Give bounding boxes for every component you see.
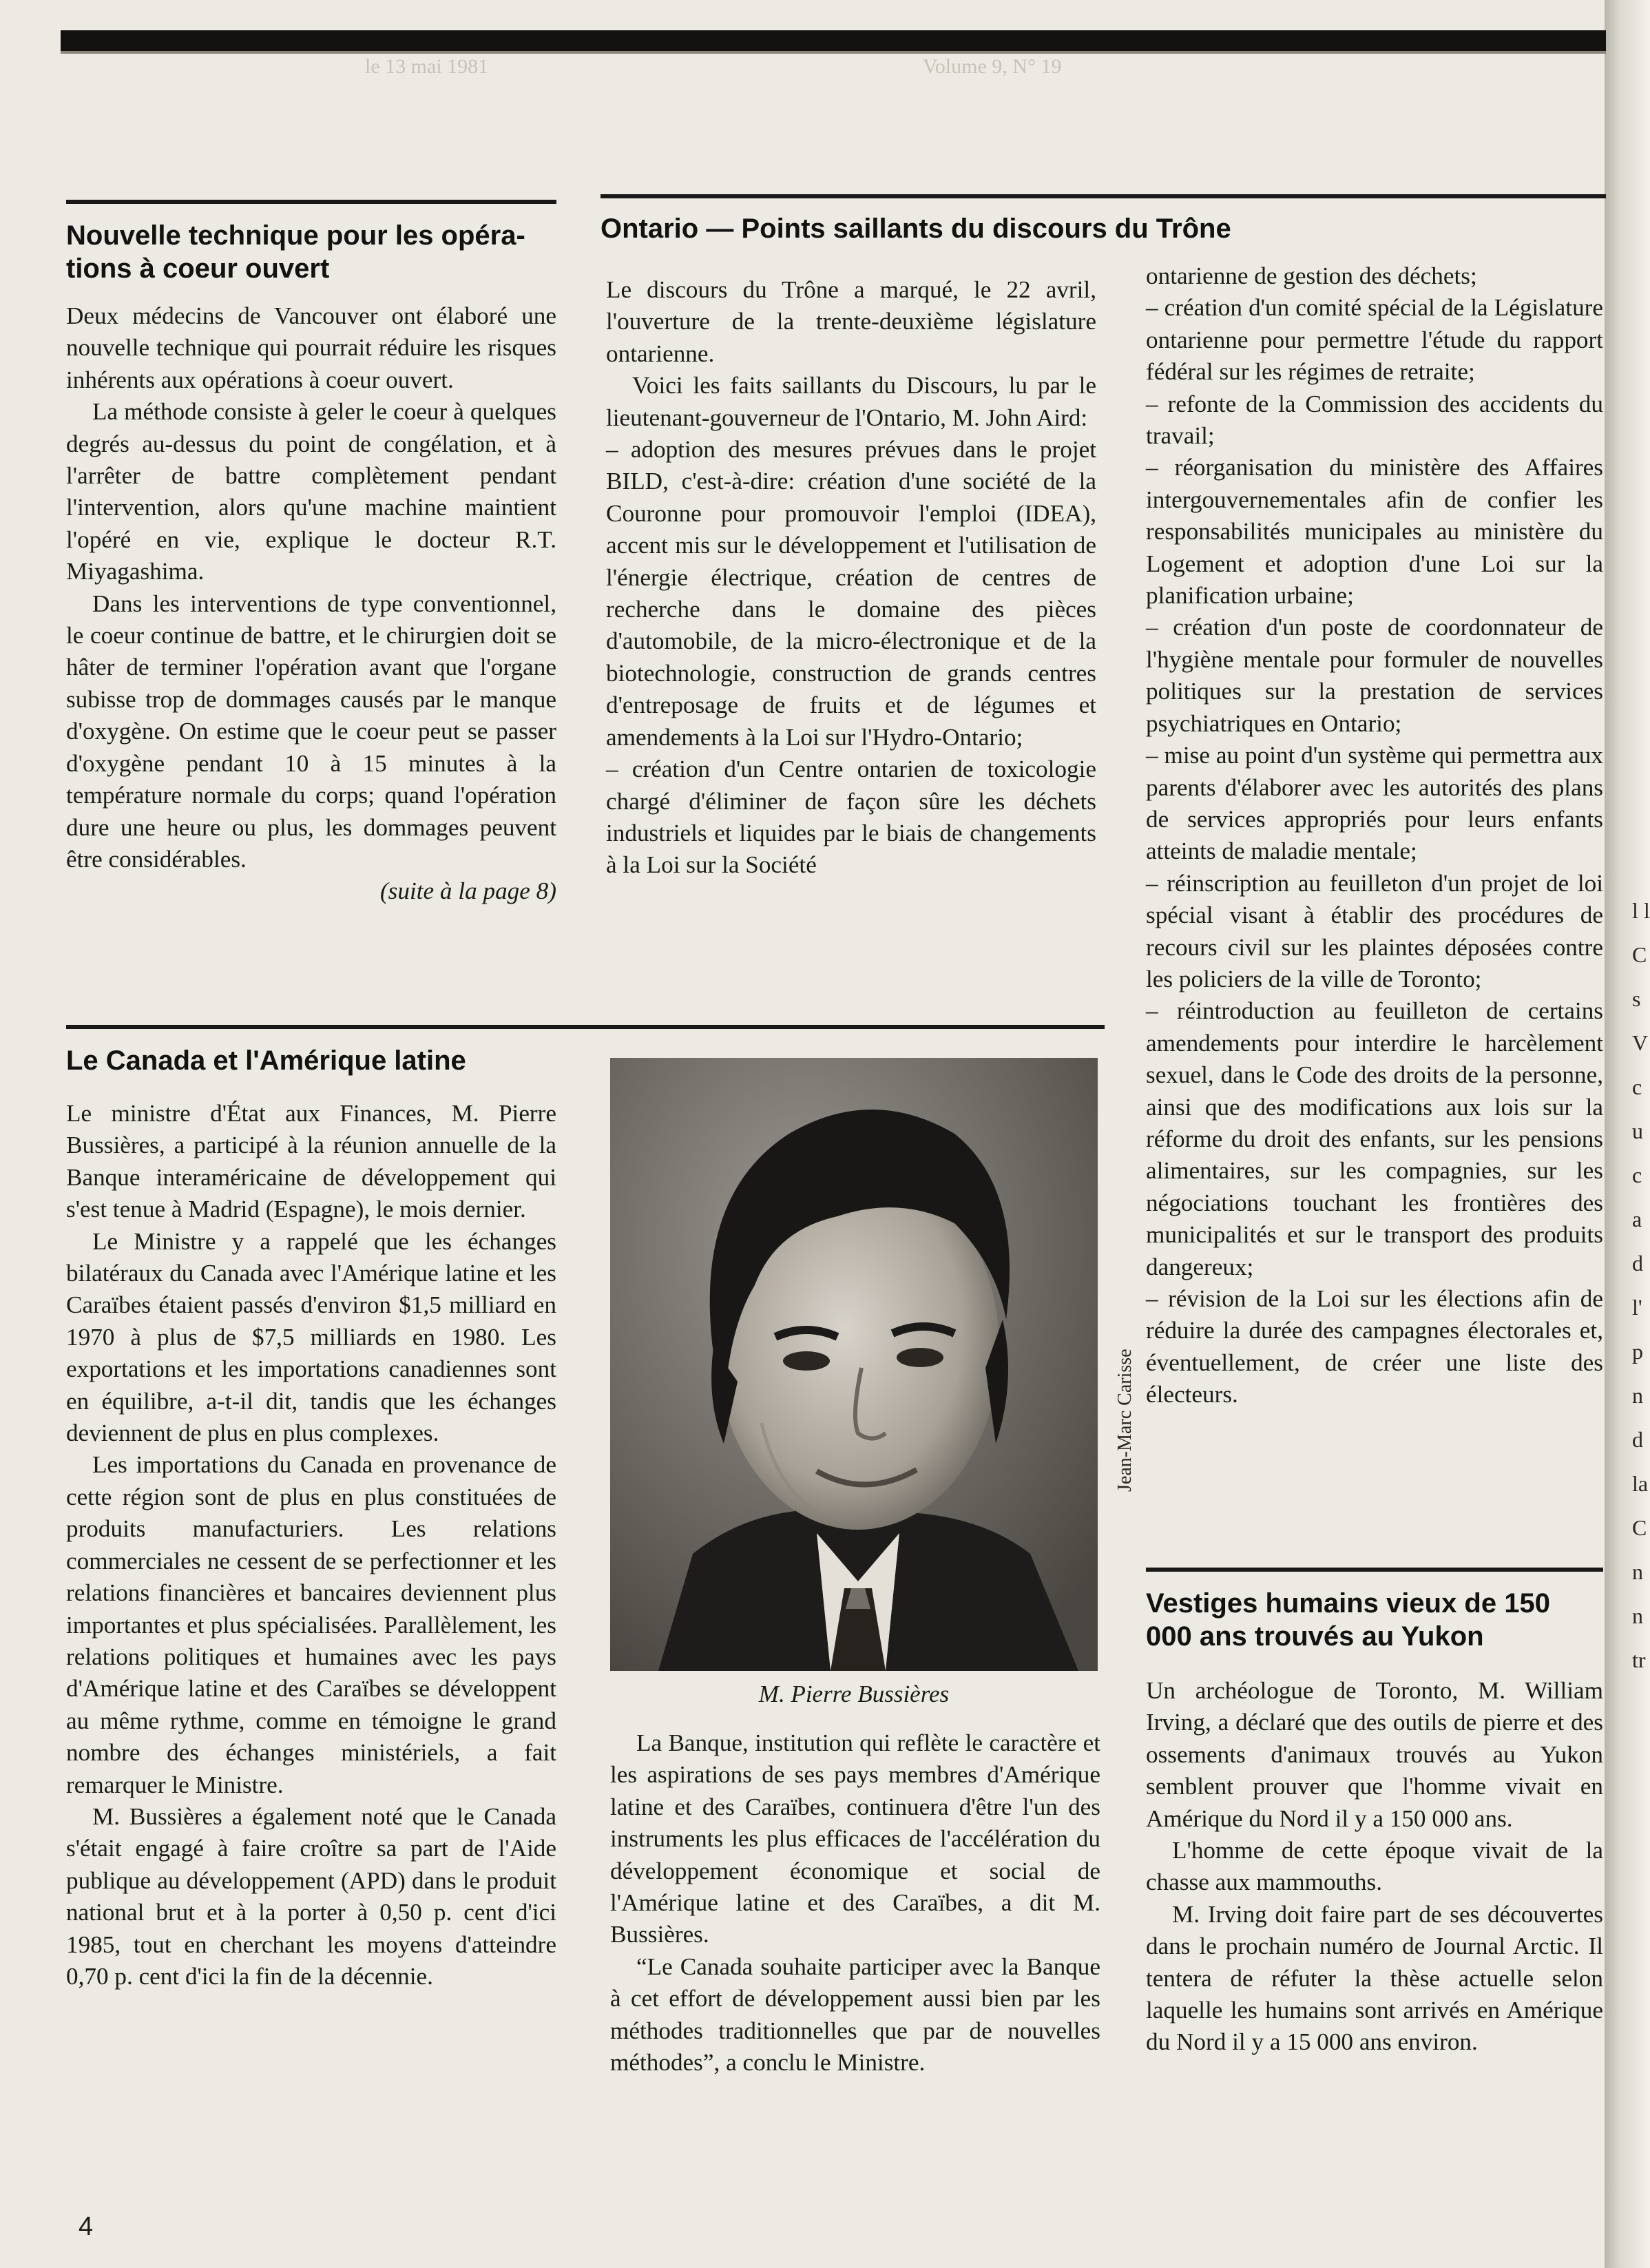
article-body bbox=[610, 1727, 1100, 2079]
article-body bbox=[1146, 1675, 1603, 2059]
latin-america-column-2 bbox=[610, 1727, 1100, 2079]
photo-credit: Jean-Marc Carisse bbox=[1114, 1349, 1136, 1492]
article-title: Le Canada et l'Amérique latine bbox=[66, 1045, 466, 1076]
list-item: – création d'un Centre ontarien de toxicologie chargé d'éliminer de façon sûre les déchets industriels et liquides par le biais de changements à la Loi sur la Société bbox=[606, 756, 1096, 879]
article-rule bbox=[601, 194, 1606, 198]
article-open-heart bbox=[66, 200, 556, 908]
paragraph: La Banque, institution qui reflète le caractère et les aspirations de ses pays membres d'Amérique latine et des Caraïbes, continuera d'être l'un des instruments les plus efficaces de l'accélération du développement économique et social de l'Amérique latine et des Caraïbes, a dit M. Bussières. bbox=[610, 1729, 1100, 1948]
article-rule bbox=[1146, 1568, 1603, 1572]
portrait-illustration bbox=[610, 1058, 1098, 1671]
list-item: – réintroduction au feuilleton de certains amendements pour interdire le harcèlement sexuel, dans le Code des droits de la personne, ainsi que des modifications aux lois sur la réforme du droit des enfants, sur les pensions alimentaires, sur les compagnies, sur les négociations touchant les frontières des municipalités et sur le transport des produits dangereux; bbox=[1146, 997, 1603, 1280]
facing-page-letters: l l C s V c u c a d l' p n d la C n n tr bbox=[1632, 898, 1650, 1672]
portrait-photo bbox=[610, 1058, 1098, 1671]
list-item: – adoption des mesures prévues dans le projet BILD, c'est-à-dire: création d'une société de la Couronne pour promouvoir l'emploi (IDEA), accent mis sur le développement et l'utilisation de l'énergie électrique, création de centres de recherche dans le domaine des pièces d'automobile, de la micro-électronique et de la biotechnologie, construction de grands centres d'entreposage de fruits et de légumes et amendements à la Loi sur l'Hydro-Ontario; bbox=[606, 436, 1096, 751]
article-body bbox=[66, 300, 556, 908]
continued-note: (suite à la page 8) bbox=[379, 877, 556, 905]
paragraph: Dans les interventions de type conventionnel, le coeur continue de battre, et le chirurgien doit se hâter de terminer l'opération avant que l'organe subisse trop de dommages causés par le manque d'oxygène. On estime que le coeur peut se passer d'oxygène pendant 10 à 15 minutes à la température normale du corps; quand l'opération dure une heure ou plus, les dommages peuvent être considérables. bbox=[66, 590, 556, 873]
top-rule bbox=[61, 30, 1606, 51]
paragraph: Les importations du Canada en provenance de cette région sont de plus en plus constituées de produits manufacturiers. Les relations commerciales ne cessent de se perfectionner et les relations financières et bancaires deviennent plus importantes et plus spécialisées. Parallèlement, les relations politiques et humaines avec les pays d'Amérique latine et des Caraïbes se développent au même rythme, comme en témoigne le grand nombre des échanges ministériels, a fait remarquer le Ministre. bbox=[66, 1451, 556, 1798]
ghost-header-date: le 13 mai 1981 bbox=[365, 55, 489, 78]
paragraph: La méthode consiste à geler le coeur à quelques degrés au-dessus du point de congélation, et à l'arrêter de battre complètement pendant l'intervention, alors qu'une machine maintient l'opéré en vie, explique le docteur R.T. Miyagashima. bbox=[66, 398, 556, 585]
top-rule-shadow bbox=[61, 51, 1606, 54]
paragraph: L'homme de cette époque vivait de la chasse aux mammouths. bbox=[1146, 1837, 1603, 1896]
article-rule bbox=[66, 200, 556, 204]
list-item: – mise au point d'un système qui permettra aux parents d'élaborer avec les autorités des plans de services appropriés pour leurs enfants atteints de maladie mentale; bbox=[1146, 742, 1603, 865]
paragraph: Voici les faits saillants du Discours, lu par le lieutenant-gouverneur de l'Ontario, M. John Aird: bbox=[606, 372, 1096, 431]
paragraph: Un archéologue de Toronto, M. William Irving, a déclaré que des outils de pierre et des ossements d'animaux trouvés au Yukon semblent prouver que l'homme vivait en Amérique du Nord il y a 150 000 ans. bbox=[1146, 1677, 1603, 1832]
article-ontario bbox=[601, 194, 1606, 245]
article-body bbox=[66, 1098, 556, 1993]
paragraph: Le Ministre y a rappelé que les échanges bilatéraux du Canada avec l'Amérique latine et les Caraïbes étaient passés d'environ $1,5 milliard en 1970 à plus de $7,5 milliards en 1980. Les exportations et les importations canadiennes sont en équilibre, a-t-il dit, tandis que les échanges deviennent de plus en plus complexes. bbox=[66, 1227, 556, 1447]
list-item: – création d'un comité spécial de la Législature ontarienne pour permettre l'étude du rapport fédéral sur les régimes de retraite; bbox=[1146, 294, 1603, 386]
article-title: Vestiges humains vieux de 150 000 ans trouvés au Yukon bbox=[1146, 1588, 1550, 1652]
list-item: ontarienne de gestion des déchets; bbox=[1146, 262, 1477, 289]
paragraph: M. Irving doit faire part de ses découvertes dans le prochain numéro de Journal Arctic. Il tentera de réfuter la thèse actuelle selon laquelle les humains sont arrivés en Amérique du Nord il y a 15 000 ans environ. bbox=[1146, 1900, 1603, 2056]
paragraph: Le ministre d'État aux Finances, M. Pierre Bussières, a participé à la réunion annuelle de la Banque interaméricaine de développement qui s'est tenue à Madrid (Espagne), le mois dernier. bbox=[66, 1100, 556, 1223]
paragraph: Le discours du Trône a marqué, le 22 avril, l'ouverture de la trente-deuxième législature ontarienne. bbox=[606, 276, 1096, 367]
article-yukon bbox=[1146, 1568, 1603, 2059]
ontario-column-1 bbox=[606, 274, 1096, 882]
ghost-header-volume: Volume 9, N° 19 bbox=[923, 55, 1062, 78]
article-title: Nouvelle technique pour les opéra-tions à coeur ouvert bbox=[66, 220, 525, 284]
list-item: – création d'un poste de coordonnateur de l'hygiène mentale pour formuler de nouvelles politiques sur la prestation de services psychiatriques en Ontario; bbox=[1146, 614, 1603, 737]
page-number: 4 bbox=[79, 2212, 94, 2241]
photo-caption: M. Pierre Bussières bbox=[758, 1681, 950, 1707]
article-title: Ontario — Points saillants du discours du Trône bbox=[601, 214, 1231, 244]
paragraph: “Le Canada souhaite participer avec la Banque à cet effort de développement aussi bien par les méthodes traditionnelles que par de nouvelles méthodes”, a conclu le Ministre. bbox=[610, 1953, 1100, 2077]
article-body bbox=[1146, 260, 1603, 1411]
list-item: – réinscription au feuilleton d'un projet de loi spécial visant à établir des procédures de recours civil sur les plaintes déposées contre les policiers de la ville de Toronto; bbox=[1146, 869, 1603, 992]
list-item: – refonte de la Commission des accidents du travail; bbox=[1146, 390, 1603, 450]
list-item: – réorganisation du ministère des Affaires intergouvernementales afin de confier les responsabilités municipales au ministère du Logement et adoption d'une Loi sur la planification urbaine; bbox=[1146, 454, 1603, 610]
list-item: – révision de la Loi sur les élections afin de réduire la durée des campagnes électorales et, éventuellement, de créer une liste des électeurs. bbox=[1146, 1285, 1603, 1408]
paragraph: M. Bussières a également noté que le Canada s'était engagé à faire croître sa part de l'Aide publique au développement (APD) dans le produit national brut et à la porter à 0,50 p. cent d'ici 1985, tout en cherchant les moyens d'atteindre 0,70 p. cent d'ici la fin de la décennie. bbox=[66, 1802, 556, 1990]
paragraph: Deux médecins de Vancouver ont élaboré une nouvelle technique qui pourrait réduire les risques inhérents aux opérations à coeur ouvert. bbox=[66, 302, 556, 393]
article-latin-america bbox=[66, 1029, 556, 1993]
article-body bbox=[606, 274, 1096, 882]
ontario-column-2 bbox=[1146, 260, 1603, 1411]
